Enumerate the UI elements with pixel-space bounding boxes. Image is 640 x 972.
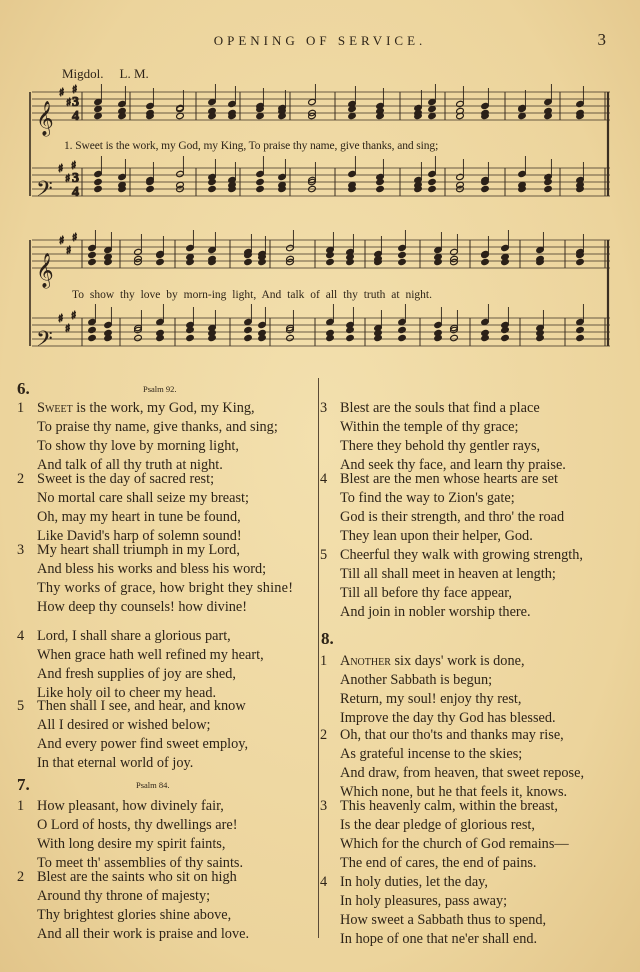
note-head [376, 185, 385, 192]
sharp-icon: ♯ [59, 234, 65, 247]
stanza [17, 868, 317, 944]
sharp-icon: ♯ [72, 231, 78, 244]
sharp-icon: ♯ [65, 322, 71, 335]
sharp-icon: ♯ [66, 96, 72, 109]
stanza-number: 3 [17, 542, 25, 558]
hymn-number: 7. [17, 775, 30, 794]
note-head [94, 105, 103, 112]
stanza-line: Oh, may my heart in tune be found, [37, 509, 241, 526]
note-head [398, 251, 407, 258]
stanza-line: My heart shall triumph in my Lord, [37, 542, 240, 558]
stanza-line: Another six days' work is done, [340, 653, 525, 669]
stanza-number: 4 [320, 874, 328, 890]
sharp-icon: ♯ [65, 172, 71, 185]
note-head [501, 334, 510, 341]
note-head [428, 112, 437, 119]
stanza-line: Blest are the men whose hearts are set [340, 471, 558, 487]
stanza [17, 697, 317, 773]
stanza-number: 3 [320, 400, 328, 416]
psalm-reference: Psalm 92. [143, 384, 177, 394]
note-head [398, 334, 407, 341]
stanza-line: In that eternal world of joy. [37, 755, 194, 772]
sharp-icon: ♯ [71, 309, 77, 322]
note-head [450, 334, 459, 341]
note-head [544, 185, 553, 192]
stanza [17, 627, 317, 703]
stanza-number: 4 [320, 471, 328, 487]
stanza-number: 5 [17, 698, 25, 714]
stanza-line: God is their strength, and thro' the road [340, 509, 565, 526]
hymn-number: 6. [17, 379, 30, 398]
stanza-line: Then shall I see, and hear, and know [37, 698, 246, 714]
stanza-line: And draw, from heaven, that sweet repose, [340, 765, 585, 782]
note-head [398, 258, 407, 265]
stanza [17, 541, 317, 617]
music-lyric-line-2: To show thy love by morn-ing light, And talk of all thy truth at night. [72, 289, 432, 301]
treble-clef-icon: 𝄞 [36, 253, 54, 288]
stanza-line: The end of cares, the end of pains. [340, 855, 537, 872]
section-title: OPENING OF SERVICE. [213, 33, 427, 48]
sharp-icon: ♯ [72, 83, 78, 96]
stanza-line: Like holy oil to cheer my head. [37, 685, 217, 702]
stanza-line: Thy brightest glories shine above, [37, 907, 232, 924]
stanza-line: Sweet is the work, my God, my King, [37, 400, 255, 416]
stanza-line: And fresh supplies of joy are shed, [37, 666, 236, 683]
stanza-line: Around thy throne of majesty; [37, 888, 211, 905]
stanza-line: Till all shall meet in heaven at length; [340, 566, 556, 583]
note-head [176, 112, 185, 119]
note-head [244, 258, 253, 265]
stanza-number: 2 [320, 727, 328, 743]
stanza-line: Oh, that our tho'ts and thanks may rise, [340, 727, 564, 743]
stanza-number: 2 [17, 869, 25, 885]
stanza-line: And join in nobler worship there. [340, 604, 531, 621]
note-head [576, 334, 585, 341]
stanza-line: Return, my soul! enjoy thy rest, [340, 691, 522, 708]
note-head [94, 112, 103, 119]
stanza-line: And all their work is praise and love. [37, 926, 250, 943]
stanza-line: And every power find sweet employ, [37, 736, 249, 753]
note-head [348, 112, 357, 119]
stanza-number: 1 [17, 400, 25, 416]
stanza-line: When grace hath well refined my heart, [37, 647, 264, 664]
time-signature: 4 [72, 185, 79, 200]
stanza [17, 399, 317, 475]
stanza [320, 652, 620, 728]
stanza-line: Is the dear pledge of glorious rest, [340, 817, 535, 834]
note-head [134, 334, 143, 341]
stanza [320, 873, 620, 949]
stanza-line: To meet th' assemblies of thy saints. [37, 855, 244, 872]
stanza-line: Cheerful they walk with growing strength, [340, 547, 583, 563]
stanza-line: In holy duties, let the day, [340, 874, 488, 890]
note-head [94, 178, 103, 185]
stanza-line: Improve the day thy God has blessed. [340, 710, 556, 727]
hymn-number: 8. [321, 629, 334, 648]
time-signature: 3 [72, 95, 79, 110]
stanza-line: All I desired or wished below; [37, 717, 211, 734]
stanza [320, 399, 620, 475]
stanza-line: How pleasant, how divinely fair, [37, 798, 224, 814]
stanza-line: As grateful incense to the skies; [340, 746, 523, 763]
stanza-line: O Lord of hosts, thy dwellings are! [37, 817, 238, 834]
note-head [481, 258, 490, 265]
stanza-line: There they behold thy gentler rays, [340, 438, 541, 455]
stanza-line: In hope of one that ne'er shall end. [340, 931, 538, 948]
note-head [326, 258, 335, 265]
stanza-line: No mortal care shall seize my breast; [37, 490, 249, 507]
sharp-icon: ♯ [58, 162, 64, 175]
stanza-line: Within the temple of thy grace; [340, 419, 519, 436]
stanza-line: And bless his works and bless his word; [37, 561, 267, 578]
note-head [88, 251, 97, 258]
stanza-line: To show thy love by morning light, [37, 438, 239, 455]
stanza [320, 546, 620, 622]
stanza-line: Blest are the saints who sit on high [37, 869, 237, 885]
bass-clef-icon: 𝄢 [36, 177, 53, 207]
stanza-line: Like David's harp of solemn sound! [37, 528, 242, 545]
stanza-line: How sweet a Sabbath thus to spend, [340, 912, 547, 929]
stanza-line: Blest are the souls that find a place [340, 400, 540, 416]
bass-clef-icon: 𝄢 [36, 327, 53, 357]
stanza-line: In holy pleasures, pass away; [340, 893, 508, 910]
note-head [481, 185, 490, 192]
note-head [256, 185, 265, 192]
stanza [17, 797, 317, 873]
stanza-line: Sweet is the day of sacred rest; [37, 471, 215, 487]
stanza-line: With long desire my spirit faints, [37, 836, 226, 853]
note-head [576, 326, 585, 333]
stanza-number: 1 [320, 653, 328, 669]
note-head [208, 185, 217, 192]
note-head [346, 334, 355, 341]
stanza-line: Another Sabbath is begun; [340, 672, 493, 689]
treble-clef-icon: 𝄞 [36, 101, 54, 136]
stanza-line: Which for the church of God remains— [340, 836, 569, 853]
stanza-number: 4 [17, 628, 25, 644]
psalm-reference: Psalm 84. [136, 780, 170, 790]
sharp-icon: ♯ [59, 86, 65, 99]
stanza-number: 5 [320, 547, 328, 563]
stanza-line: And seek thy face, and learn thy praise. [340, 457, 566, 474]
stanza-number: 2 [17, 471, 25, 487]
note-head [428, 185, 437, 192]
note-head [88, 326, 97, 333]
sharp-icon: ♯ [71, 159, 77, 172]
stanza-line: Lord, I shall share a glorious part, [37, 628, 231, 644]
note-head [88, 334, 97, 341]
sharp-icon: ♯ [66, 244, 72, 257]
note-head [244, 326, 253, 333]
stanza-line: And talk of all thy truth at night. [37, 457, 223, 474]
tune-meter: L. M. [119, 66, 149, 81]
stanza [320, 470, 620, 546]
stanza-line: How deep thy counsels! how divine! [37, 599, 248, 616]
stanza-number: 1 [17, 798, 25, 814]
note-head [244, 334, 253, 341]
stanza-line: To praise thy name, give thanks, and sing; [37, 419, 278, 436]
note-head [428, 105, 437, 112]
stanza [320, 726, 620, 802]
time-signature: 3 [72, 171, 79, 186]
tune-name: Migdol. [62, 66, 104, 81]
page-number: 3 [597, 30, 606, 49]
note-head [256, 112, 265, 119]
note-head [518, 112, 527, 119]
column-divider [318, 378, 319, 938]
note-head [156, 258, 165, 265]
stanza-line: Till all before thy face appear, [340, 585, 512, 602]
time-signature: 4 [72, 109, 79, 124]
note-head [146, 185, 155, 192]
note-head [256, 178, 265, 185]
sharp-icon: ♯ [58, 312, 64, 325]
note-head [398, 326, 407, 333]
note-head [88, 258, 97, 265]
note-head [428, 178, 437, 185]
stanza [17, 470, 317, 546]
note-head [286, 334, 295, 341]
stanza-line: Which none, but he that feels it, knows. [340, 784, 568, 801]
stanza-number: 3 [320, 798, 328, 814]
note-head [94, 185, 103, 192]
music-score [0, 0, 640, 380]
stanza-line: They lean upon their helper, God. [340, 528, 533, 545]
stanza-line: Thy works of grace, how bright they shine! [37, 580, 294, 597]
note-head [186, 334, 195, 341]
stanza [320, 797, 620, 873]
music-lyric-line-1: 1. Sweet is the work, my God, my King, To praise thy name, give thanks, and sing; [64, 140, 439, 152]
stanza-line: To find the way to Zion's gate; [340, 490, 515, 507]
stanza-line: This heavenly calm, within the breast, [340, 798, 558, 814]
note-head [576, 258, 585, 265]
